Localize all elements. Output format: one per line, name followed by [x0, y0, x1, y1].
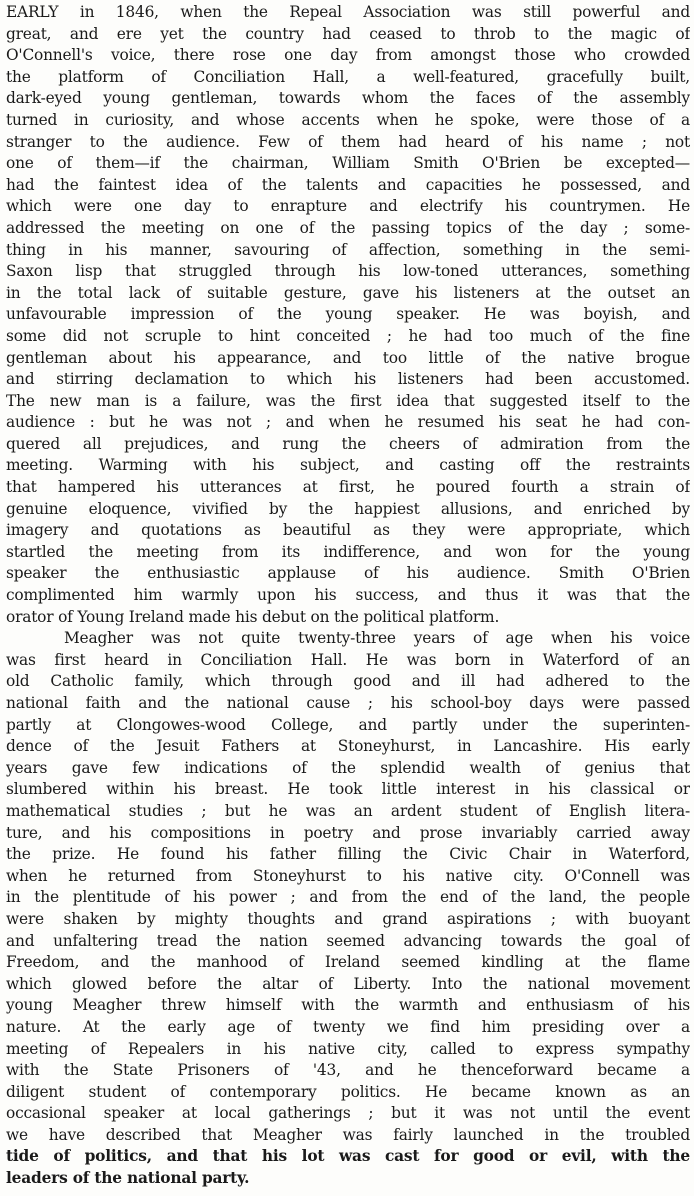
- text-line: genuine eloquence, vivified by the happiest allusions, and enriched by: [6, 499, 690, 518]
- text-line: that hampered his utterances at first, he poured fourth a strain of: [6, 478, 690, 497]
- text-line: Freedom, and the manhood of Ireland seemed kindling at the flame: [6, 953, 690, 972]
- text-line: quered all prejudices, and rung the cheers of admiration from the: [6, 434, 690, 453]
- text-line: nature. At the early age of twenty we find him presiding over a: [6, 1017, 690, 1036]
- text-line: years gave few indications of the splendid wealth of genius that: [6, 758, 690, 777]
- text-line: slumbered within his breast. He took little interest in his classical or: [6, 780, 690, 799]
- text-line: in the total lack of suitable gesture, gave his listeners at the outset an: [6, 283, 690, 302]
- text-line: and stirring declamation to which his listeners had been accustomed.: [6, 370, 690, 389]
- text-line: startled the meeting from its indifference, and won for the young: [6, 542, 690, 561]
- text-line: addressed the meeting on one of the passing topics of the day ; some-: [6, 218, 690, 237]
- text-line: dence of the Jesuit Fathers at Stoneyhurst, in Lancashire. His early: [6, 737, 690, 756]
- paragraph-end-line: orator of Young Ireland made his debut on the political platform.: [6, 607, 500, 626]
- text-line: old Catholic family, which through good and ill had adhered to the: [6, 672, 690, 691]
- text-line: were shaken by mighty thoughts and grand aspirations ; with buoyant: [6, 909, 690, 928]
- text-line: some did not scruple to hint conceited ; he had too much of the fine: [6, 326, 690, 345]
- text-line: EARLY in 1846, when the Repeal Association was still powerful and: [6, 3, 690, 21]
- text-line: with the State Prisoners of '43, and he thenceforward became a: [6, 1061, 690, 1080]
- text-line: which glowed before the altar of Liberty. Into the national movement: [6, 974, 690, 993]
- text-line: gentleman about his appearance, and too little of the native brogue: [6, 348, 690, 367]
- text-line: tide of politics, and that his lot was cast for good or evil, with the: [6, 1147, 690, 1166]
- text-line: the platform of Conciliation Hall, a well-featured, gracefully built,: [6, 67, 690, 86]
- text-line: dark-eyed young gentleman, towards whom the faces of the assembly: [6, 89, 690, 108]
- text-line: was first heard in Conciliation Hall. He was born in Waterford of an: [6, 650, 690, 669]
- text-line: stranger to the audience. Few of them had heard of his name ; not: [6, 132, 690, 151]
- text-line: diligent student of contemporary politics. He became known as an: [6, 1082, 690, 1101]
- text-line: national faith and the national cause ; his school-boy days were passed: [6, 694, 690, 712]
- text-line: mathematical studies ; but he was an ardent student of English litera-: [6, 801, 690, 820]
- text-line: one of them—if the chairman, William Smith O'Brien be excepted—: [6, 154, 690, 173]
- text-line: The new man is a failure, was the first idea that suggested itself to the: [6, 391, 690, 410]
- text-line: we have described that Meagher was fairly launched in the troubled: [6, 1125, 690, 1144]
- text-line: which were one day to enrapture and electrify his countrymen. He: [6, 197, 690, 216]
- paragraph-end-line: leaders of the national party.: [6, 1169, 250, 1188]
- text-line: great, and ere yet the country had ceased to throb to the magic of: [6, 24, 690, 43]
- text-line: imagery and quotations as beautiful as they were appropriate, which: [6, 521, 690, 540]
- text-line: and unfaltering tread the nation seemed advancing towards the goal of: [6, 931, 690, 950]
- text-line: in the plentitude of his power ; and from the end of the land, the people: [6, 888, 690, 907]
- text-line: young Meagher threw himself with the warmth and enthusiasm of his: [6, 996, 690, 1015]
- text-line: thing in his manner, savouring of affection, something in the semi-: [6, 240, 690, 259]
- text-line: turned in curiosity, and whose accents when he spoke, were those of a: [6, 110, 690, 129]
- text-line: audience : but he was not ; and when he resumed his seat he had con-: [6, 413, 690, 432]
- text-line: ture, and his compositions in poetry and prose invariably carried away: [6, 823, 690, 842]
- text-line: speaker the enthusiastic applause of his audience. Smith O'Brien: [6, 564, 690, 583]
- text-line: complimented him warmly upon his success, and thus it was that the: [6, 586, 690, 605]
- text-line: occasional speaker at local gatherings ; but it was not until the event: [6, 1104, 690, 1123]
- text-line: meeting of Repealers in his native city, called to express sympathy: [6, 1039, 690, 1058]
- text-line: had the faintest idea of the talents and capacities he possessed, and: [6, 175, 690, 194]
- text-line: the prize. He found his father filling the Civic Chair in Waterford,: [6, 845, 690, 864]
- text-line: meeting. Warming with his subject, and casting off the restraints: [6, 456, 690, 475]
- text-line: Saxon lisp that struggled through his low-toned utterances, something: [6, 262, 690, 281]
- text-line: when he returned from Stoneyhurst to his native city. O'Connell was: [6, 866, 690, 885]
- text-line: unfavourable impression of the young speaker. He was boyish, and: [6, 305, 690, 324]
- paragraph-start-line: Meagher was not quite twenty-three years of age when his voice: [64, 629, 690, 648]
- text-line: partly at Clongowes-wood College, and partly under the superinten-: [6, 715, 690, 734]
- text-line: O'Connell's voice, there rose one day from amongst those who crowded: [6, 46, 690, 65]
